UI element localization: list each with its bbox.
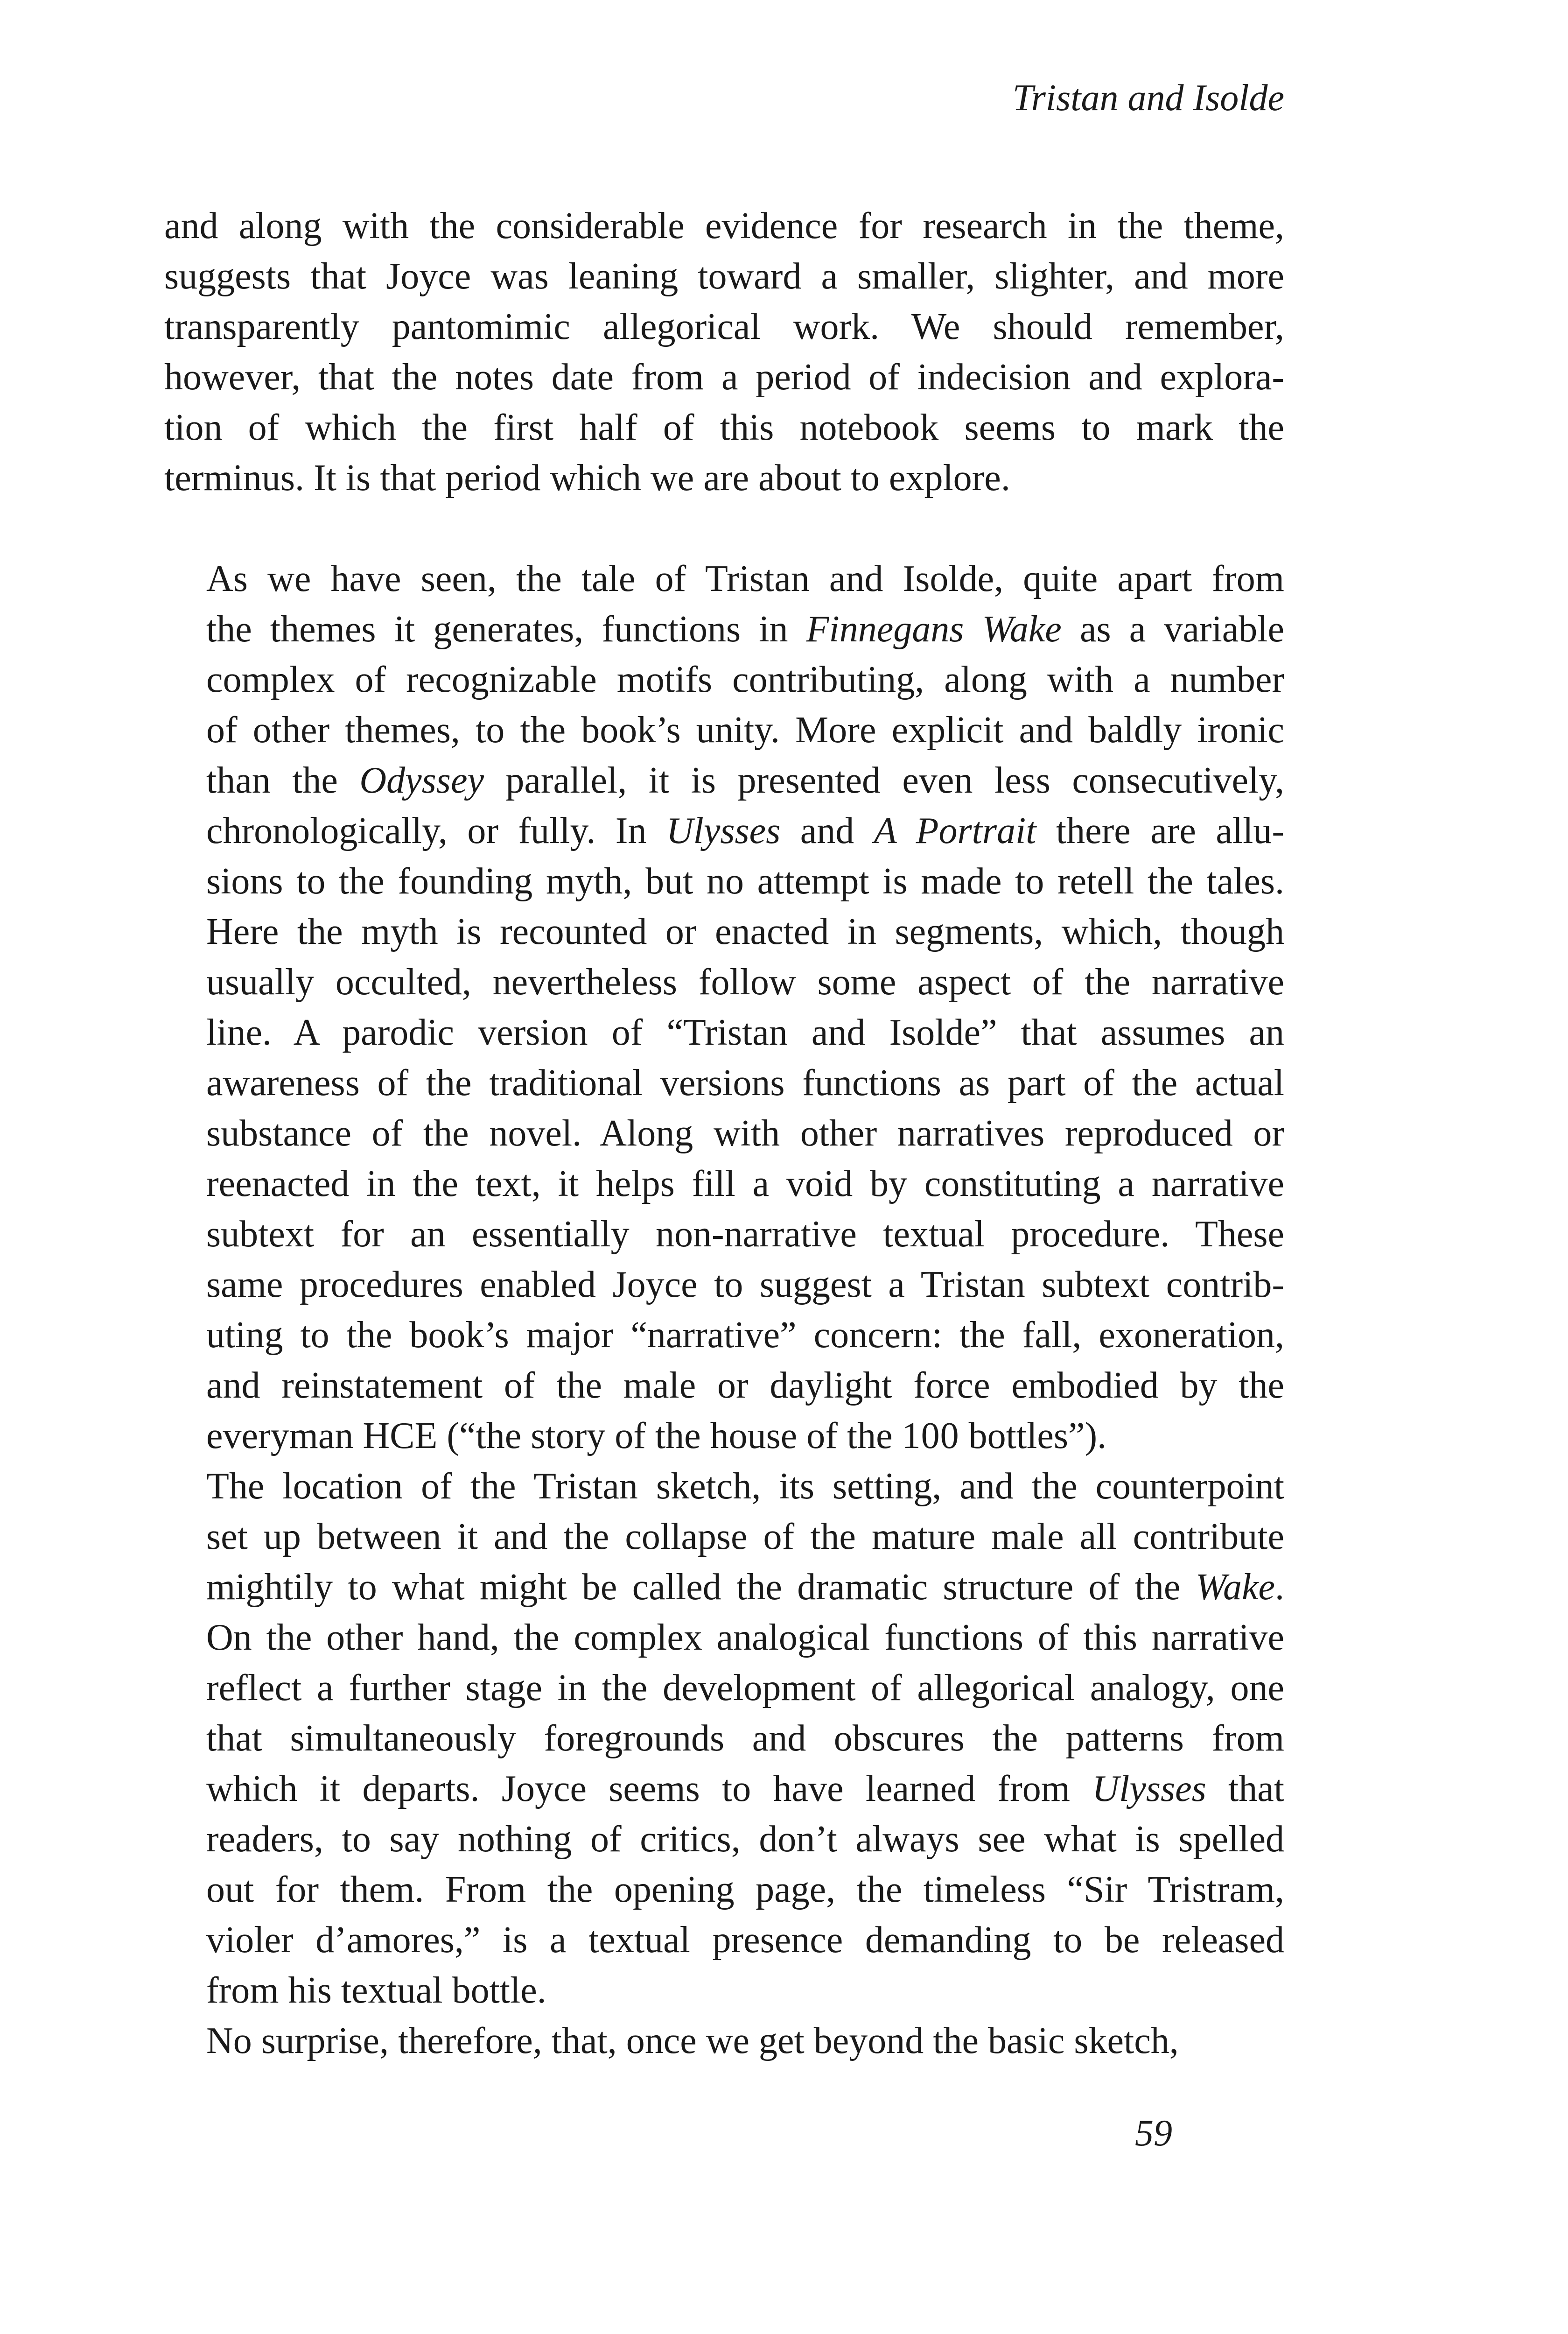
oldstyle-number: 100 (902, 1415, 959, 1456)
text-line (164, 1612, 1284, 1663)
text-run: parallel, it is presented even less consecutively, (483, 760, 1285, 801)
text-run: uting to the book’s major “narrative” concern: the fall, exoneration, (206, 1315, 1284, 1356)
text-line (164, 806, 1284, 856)
text-line (164, 251, 1284, 302)
text-run: subtext for an essentially non-narrative textual procedure. These (206, 1214, 1284, 1255)
text-line (164, 302, 1284, 352)
text-run: that simultaneously foregrounds and obscures the patterns from (206, 1718, 1284, 1759)
text-run: which it departs. Joyce seems to have learned from (206, 1768, 1092, 1809)
body-text (164, 201, 1284, 2066)
text-line (164, 554, 1284, 604)
text-line (164, 1411, 1284, 1461)
text-line (164, 1562, 1284, 1612)
text-run: from his textual bottle. (206, 1970, 546, 2011)
text-run: there are allu- (1036, 810, 1284, 851)
text-run: set up between it and the collapse of the mature male all contribute (206, 1516, 1284, 1557)
text-run: out for them. From the opening page, the timeless “Sir Tristram, (206, 1869, 1284, 1910)
text-run: complex of recognizable motifs contributing, along with a number (206, 659, 1284, 700)
text-line (164, 907, 1284, 957)
text-line (164, 856, 1284, 907)
text-run: Here the myth is recounted or enacted in segments, which, though (206, 911, 1284, 952)
text-run: No surprise, therefore, that, once we get beyond the basic sketch, (206, 2020, 1179, 2061)
text-line (164, 453, 1284, 503)
text-line (164, 1108, 1284, 1159)
text-line (164, 654, 1284, 705)
text-line (164, 1159, 1284, 1209)
text-line (164, 1360, 1284, 1411)
text-run: The location of the Tristan sketch, its setting, and the counterpoint (206, 1466, 1284, 1507)
text-line (164, 352, 1284, 402)
text-line (164, 1209, 1284, 1259)
text-run: terminus. It is that period which we are about to explore. (164, 457, 1010, 499)
text-line (164, 1461, 1284, 1511)
text-line (164, 755, 1284, 806)
text-run: however, that the notes date from a period of indecision and explora- (164, 357, 1284, 398)
text-run: mightily to what might be called the dramatic structure of the (206, 1567, 1196, 1608)
text-line (164, 1764, 1284, 1814)
text-line (164, 1915, 1284, 1965)
page-number: 59 (1135, 2113, 1172, 2154)
text-run: the themes it generates, functions in (206, 609, 806, 650)
italic-title: Odyssey (359, 760, 484, 801)
text-line (164, 201, 1284, 251)
italic-title: Finnegans Wake (806, 609, 1062, 650)
text-line (164, 705, 1284, 755)
text-run: On the other hand, the complex analogical functions of this narrative (206, 1617, 1284, 1658)
text-line (164, 1864, 1284, 1915)
text-run: and along with the considerable evidence for research in the theme, (164, 205, 1284, 246)
text-line (164, 402, 1284, 453)
text-run: violer d’amores,” is a textual presence demanding to be released (206, 1919, 1284, 1961)
paragraph-tristan-tale (164, 554, 1284, 1461)
text-line (164, 957, 1284, 1007)
text-run: everyman HCE (“the story of the house of the (206, 1415, 902, 1456)
text-run: same procedures enabled Joyce to suggest a Tristan subtext contrib- (206, 1264, 1284, 1305)
text-run: usually occulted, nevertheless follow some aspect of the narrative (206, 962, 1284, 1003)
paragraph-tristan-location (164, 1461, 1284, 2016)
text-run: chronologically, or fully. In (206, 810, 666, 851)
text-line (164, 1663, 1284, 1713)
text-line (164, 1058, 1284, 1108)
text-run: substance of the novel. Along with other narratives reproduced or (206, 1113, 1284, 1154)
text-run: suggests that Joyce was leaning toward a smaller, slighter, and more (164, 256, 1284, 297)
text-run: awareness of the traditional versions functions as part of the actual (206, 1062, 1284, 1104)
text-line (164, 1310, 1284, 1360)
text-run: than the (206, 760, 360, 801)
text-line (164, 1965, 1284, 2016)
text-run: reenacted in the text, it helps fill a void by constituting a narrative (206, 1163, 1284, 1204)
text-line (164, 604, 1284, 654)
text-line (164, 2016, 1284, 2066)
text-line (164, 1814, 1284, 1864)
text-run: line. A parodic version of “Tristan and Isolde” that assumes an (206, 1012, 1284, 1053)
text-run: readers, to say nothing of critics, don’t always see what is spelled (206, 1819, 1284, 1860)
text-run: bottles”). (959, 1415, 1107, 1456)
paragraph-continuation (164, 201, 1284, 503)
text-run: reflect a further stage in the development of allegorical analogy, one (206, 1667, 1284, 1708)
italic-title: A Portrait (874, 810, 1036, 851)
text-run: tion of which the first half of this notebook seems to mark the (164, 407, 1284, 448)
paragraph-no-surprise (164, 2016, 1284, 2066)
text-run: and reinstatement of the male or daylight force embodied by the (206, 1365, 1284, 1406)
text-run: . (1275, 1567, 1284, 1608)
text-run: sions to the founding myth, but no attempt is made to retell the tales. (206, 861, 1284, 902)
text-run: that (1206, 1768, 1284, 1809)
text-run: as a variable (1061, 609, 1284, 650)
text-run: of other themes, to the book’s unity. More explicit and baldly ironic (206, 710, 1284, 751)
text-run: and (780, 810, 874, 851)
italic-title: Ulysses (1092, 1768, 1206, 1809)
text-line (164, 1007, 1284, 1058)
text-line (164, 1259, 1284, 1310)
text-run: As we have seen, the tale of Tristan and Isolde, quite apart from (206, 558, 1284, 599)
running-head: Tristan and Isolde (1012, 77, 1284, 119)
italic-title: Ulysses (666, 810, 781, 851)
text-run: transparently pantomimic allegorical work. We should remember, (164, 306, 1284, 347)
text-line (164, 1511, 1284, 1562)
italic-title: Wake (1195, 1567, 1275, 1608)
text-line (164, 1713, 1284, 1764)
